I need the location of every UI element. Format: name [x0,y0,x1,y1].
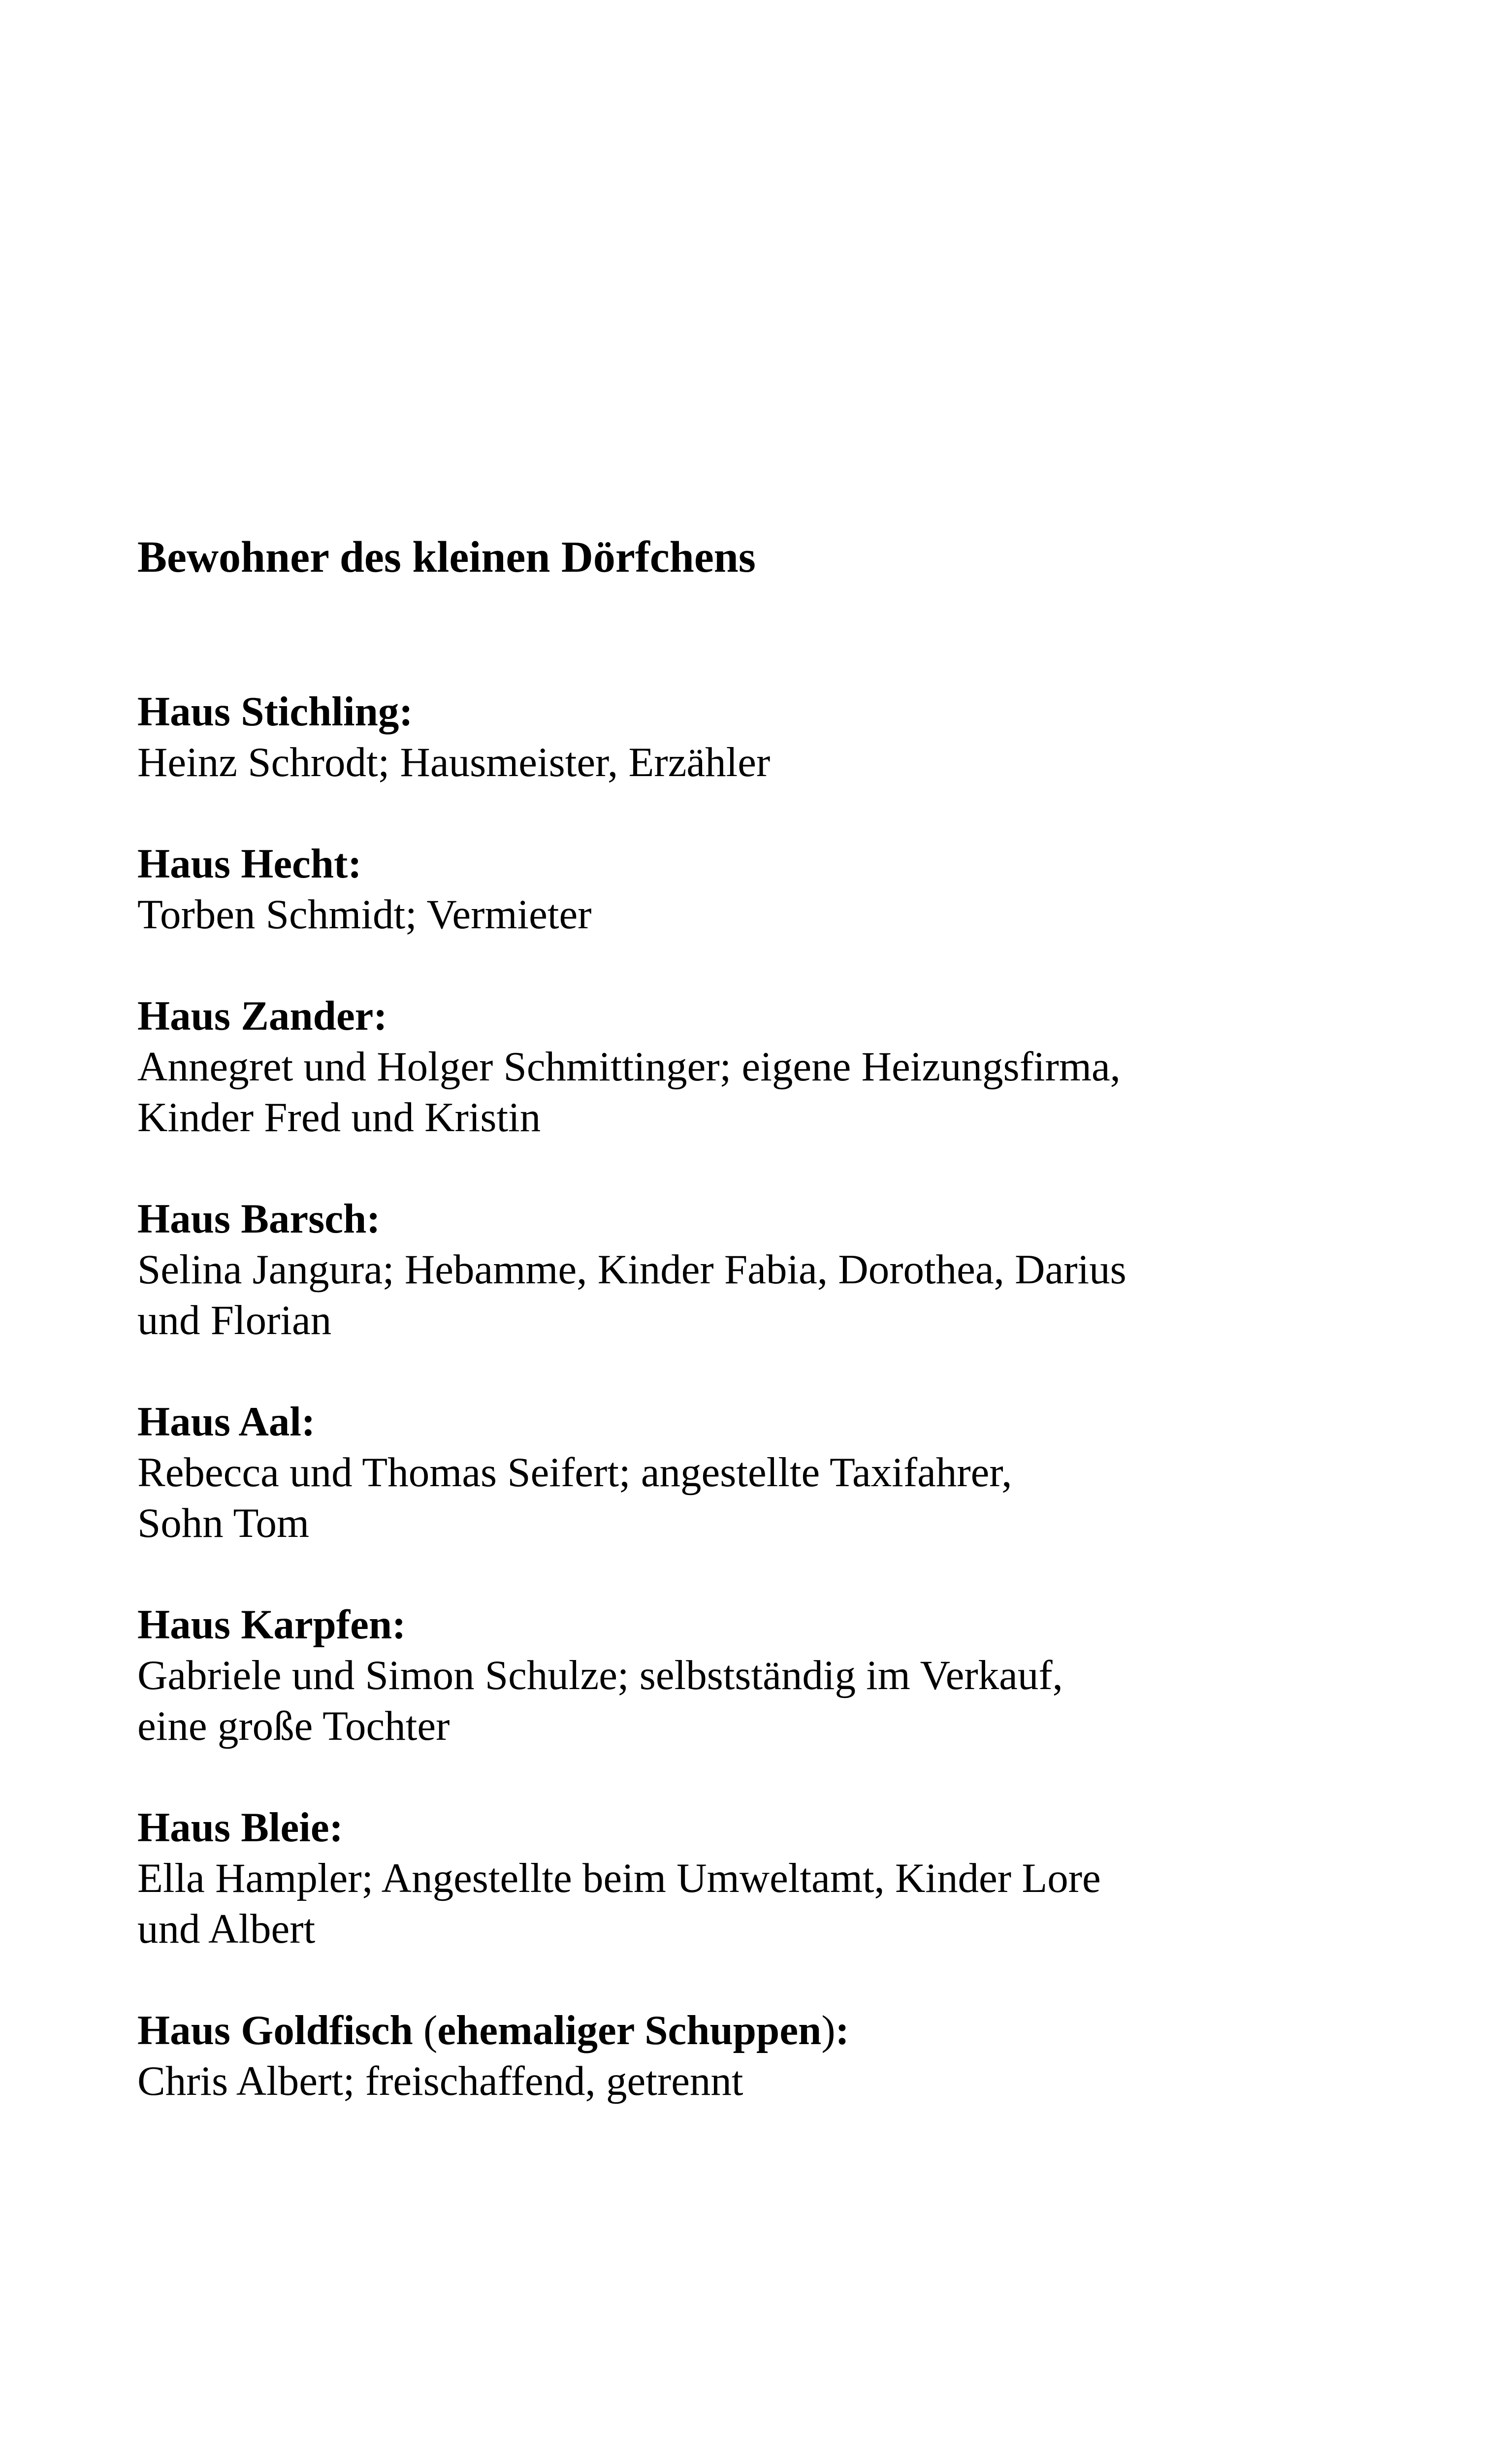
house-name-text: Haus Goldfisch [137,2007,423,2053]
house-entry-bleie [137,1802,1417,1954]
house-entry-zander [137,991,1417,1143]
page-title: Bewohner des kleinen Dörfchens [137,533,756,582]
house-name-paren-open: ( [423,2007,438,2053]
house-description-line: Gabriele und Simon Schulze; selbstständig im Verkauf, [137,1652,1063,1698]
house-description-line: Chris Albert; freischaffend, getrennt [137,2058,743,2104]
house-name: Haus Stichling: [137,688,413,735]
house-description-line: und Albert [137,1906,316,1952]
house-description-line: Torben Schmidt; Vermieter [137,891,592,938]
house-description-line: Kinder Fred und Kristin [137,1094,541,1140]
house-name [137,2005,1417,2056]
house-description-line: und Florian [137,1297,332,1343]
house-entry-barsch [137,1194,1417,1346]
house-description-line: eine große Tochter [137,1703,450,1749]
house-entry-stichling [137,686,1417,788]
house-name: Haus Zander: [137,993,387,1039]
house-description-line: Rebecca und Thomas Seifert; angestellte Taxifahrer, [137,1449,1012,1496]
house-description-line: Ella Hampler; Angestellte beim Umweltamt, Kinder Lore [137,1855,1101,1901]
house-name: Haus Hecht: [137,841,362,887]
house-entry-hecht [137,839,1417,940]
house-description-line: Sohn Tom [137,1500,310,1546]
house-name: Haus Aal: [137,1399,316,1445]
house-description-line: Heinz Schrodt; Hausmeister, Erzähler [137,739,771,785]
house-name: Haus Bleie: [137,1804,343,1851]
house-name-colon: : [835,2007,849,2053]
house-name: Haus Barsch: [137,1196,381,1242]
house-entry-aal [137,1397,1417,1549]
house-name-paren-close: ) [821,2007,836,2053]
house-description-line: Annegret und Holger Schmittinger; eigene Heizungsfirma, [137,1043,1121,1090]
house-description-line: Selina Jangura; Hebamme, Kinder Fabia, Dorothea, Darius [137,1246,1126,1293]
house-name: Haus Karpfen: [137,1601,406,1648]
house-name-note: ehemaliger Schuppen [437,2007,822,2053]
house-entry-goldfisch [137,2005,1417,2107]
house-entry-karpfen [137,1599,1417,1752]
